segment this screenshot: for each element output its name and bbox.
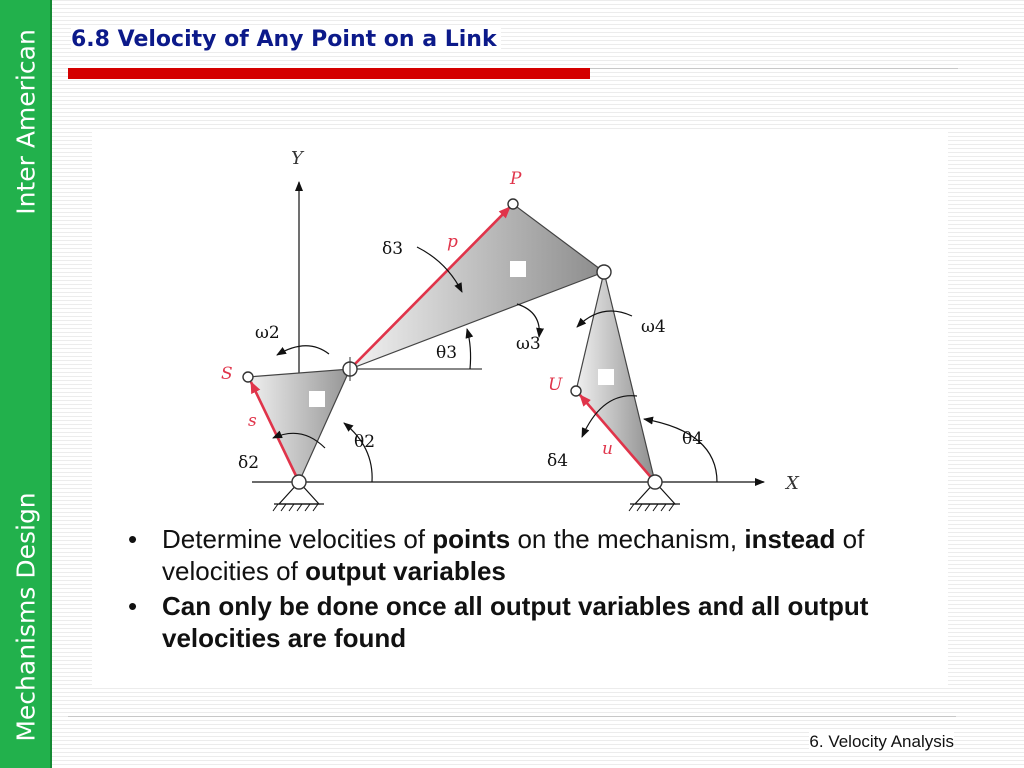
vector-s-label: s bbox=[248, 411, 257, 431]
bullet-list bbox=[128, 523, 928, 657]
theta3-label: θ3 bbox=[436, 343, 458, 363]
link-3-marker bbox=[510, 261, 526, 277]
bullet-dot: • bbox=[128, 524, 138, 554]
bullet-1-output-variables: output variables bbox=[305, 556, 506, 586]
link-3 bbox=[350, 204, 604, 369]
title-rule bbox=[590, 68, 958, 69]
link-2-marker bbox=[309, 391, 325, 407]
theta2-label: θ2 bbox=[354, 432, 376, 452]
theta3-arc bbox=[467, 329, 471, 369]
footer-section-label: 6. Velocity Analysis bbox=[809, 732, 954, 751]
sidebar-bottom-text: Mechanisms Design bbox=[11, 492, 41, 742]
point-s-label: S bbox=[221, 364, 233, 384]
bullet-1-text-3: of velocities of bbox=[162, 524, 865, 586]
point-s-dot bbox=[243, 372, 253, 382]
omega4-label: ω4 bbox=[641, 317, 666, 337]
slide-title: 6.8 Velocity of Any Point on a Link bbox=[71, 27, 501, 52]
link-4-marker bbox=[598, 369, 614, 385]
vector-p-label: p bbox=[447, 232, 458, 252]
joint-o4 bbox=[648, 475, 662, 489]
sidebar bbox=[0, 0, 52, 768]
x-axis-label: X bbox=[786, 473, 799, 494]
joint-b bbox=[597, 265, 611, 279]
delta2-label: δ2 bbox=[238, 453, 260, 473]
bullet-item-2 bbox=[128, 590, 928, 654]
bullet-1-text-1: Determine velocities of bbox=[162, 524, 433, 554]
bullet-1-points: points bbox=[432, 524, 511, 554]
joint-o2 bbox=[292, 475, 306, 489]
point-p-label: P bbox=[510, 169, 522, 189]
footer-rule bbox=[68, 716, 956, 717]
point-u-label: U bbox=[548, 375, 563, 395]
bullet-1-instead: instead bbox=[744, 524, 836, 554]
omega2-arc bbox=[277, 346, 329, 355]
delta3-label: δ3 bbox=[382, 239, 404, 259]
link-4 bbox=[576, 272, 655, 482]
bullet-item-1 bbox=[128, 523, 928, 587]
y-axis-label: Y bbox=[291, 148, 303, 169]
theta4-label: θ4 bbox=[682, 429, 704, 449]
point-p-dot bbox=[508, 199, 518, 209]
omega3-arc bbox=[517, 304, 539, 337]
link-2 bbox=[248, 369, 350, 482]
point-u-dot bbox=[571, 386, 581, 396]
delta4-label: δ4 bbox=[547, 451, 569, 471]
theta4-arc bbox=[644, 419, 717, 482]
omega2-label: ω2 bbox=[255, 323, 280, 343]
bullet-dot: • bbox=[128, 591, 138, 621]
bullet-2-text: Can only be done once all output variables and all output velocities are found bbox=[162, 591, 869, 653]
bullet-1-text-2: on the mechanism, bbox=[510, 524, 745, 554]
omega3-label: ω3 bbox=[516, 334, 541, 354]
sidebar-top-text: Inter American bbox=[11, 29, 41, 215]
title-underline-bar bbox=[68, 68, 590, 79]
vector-u-label: u bbox=[602, 439, 613, 459]
